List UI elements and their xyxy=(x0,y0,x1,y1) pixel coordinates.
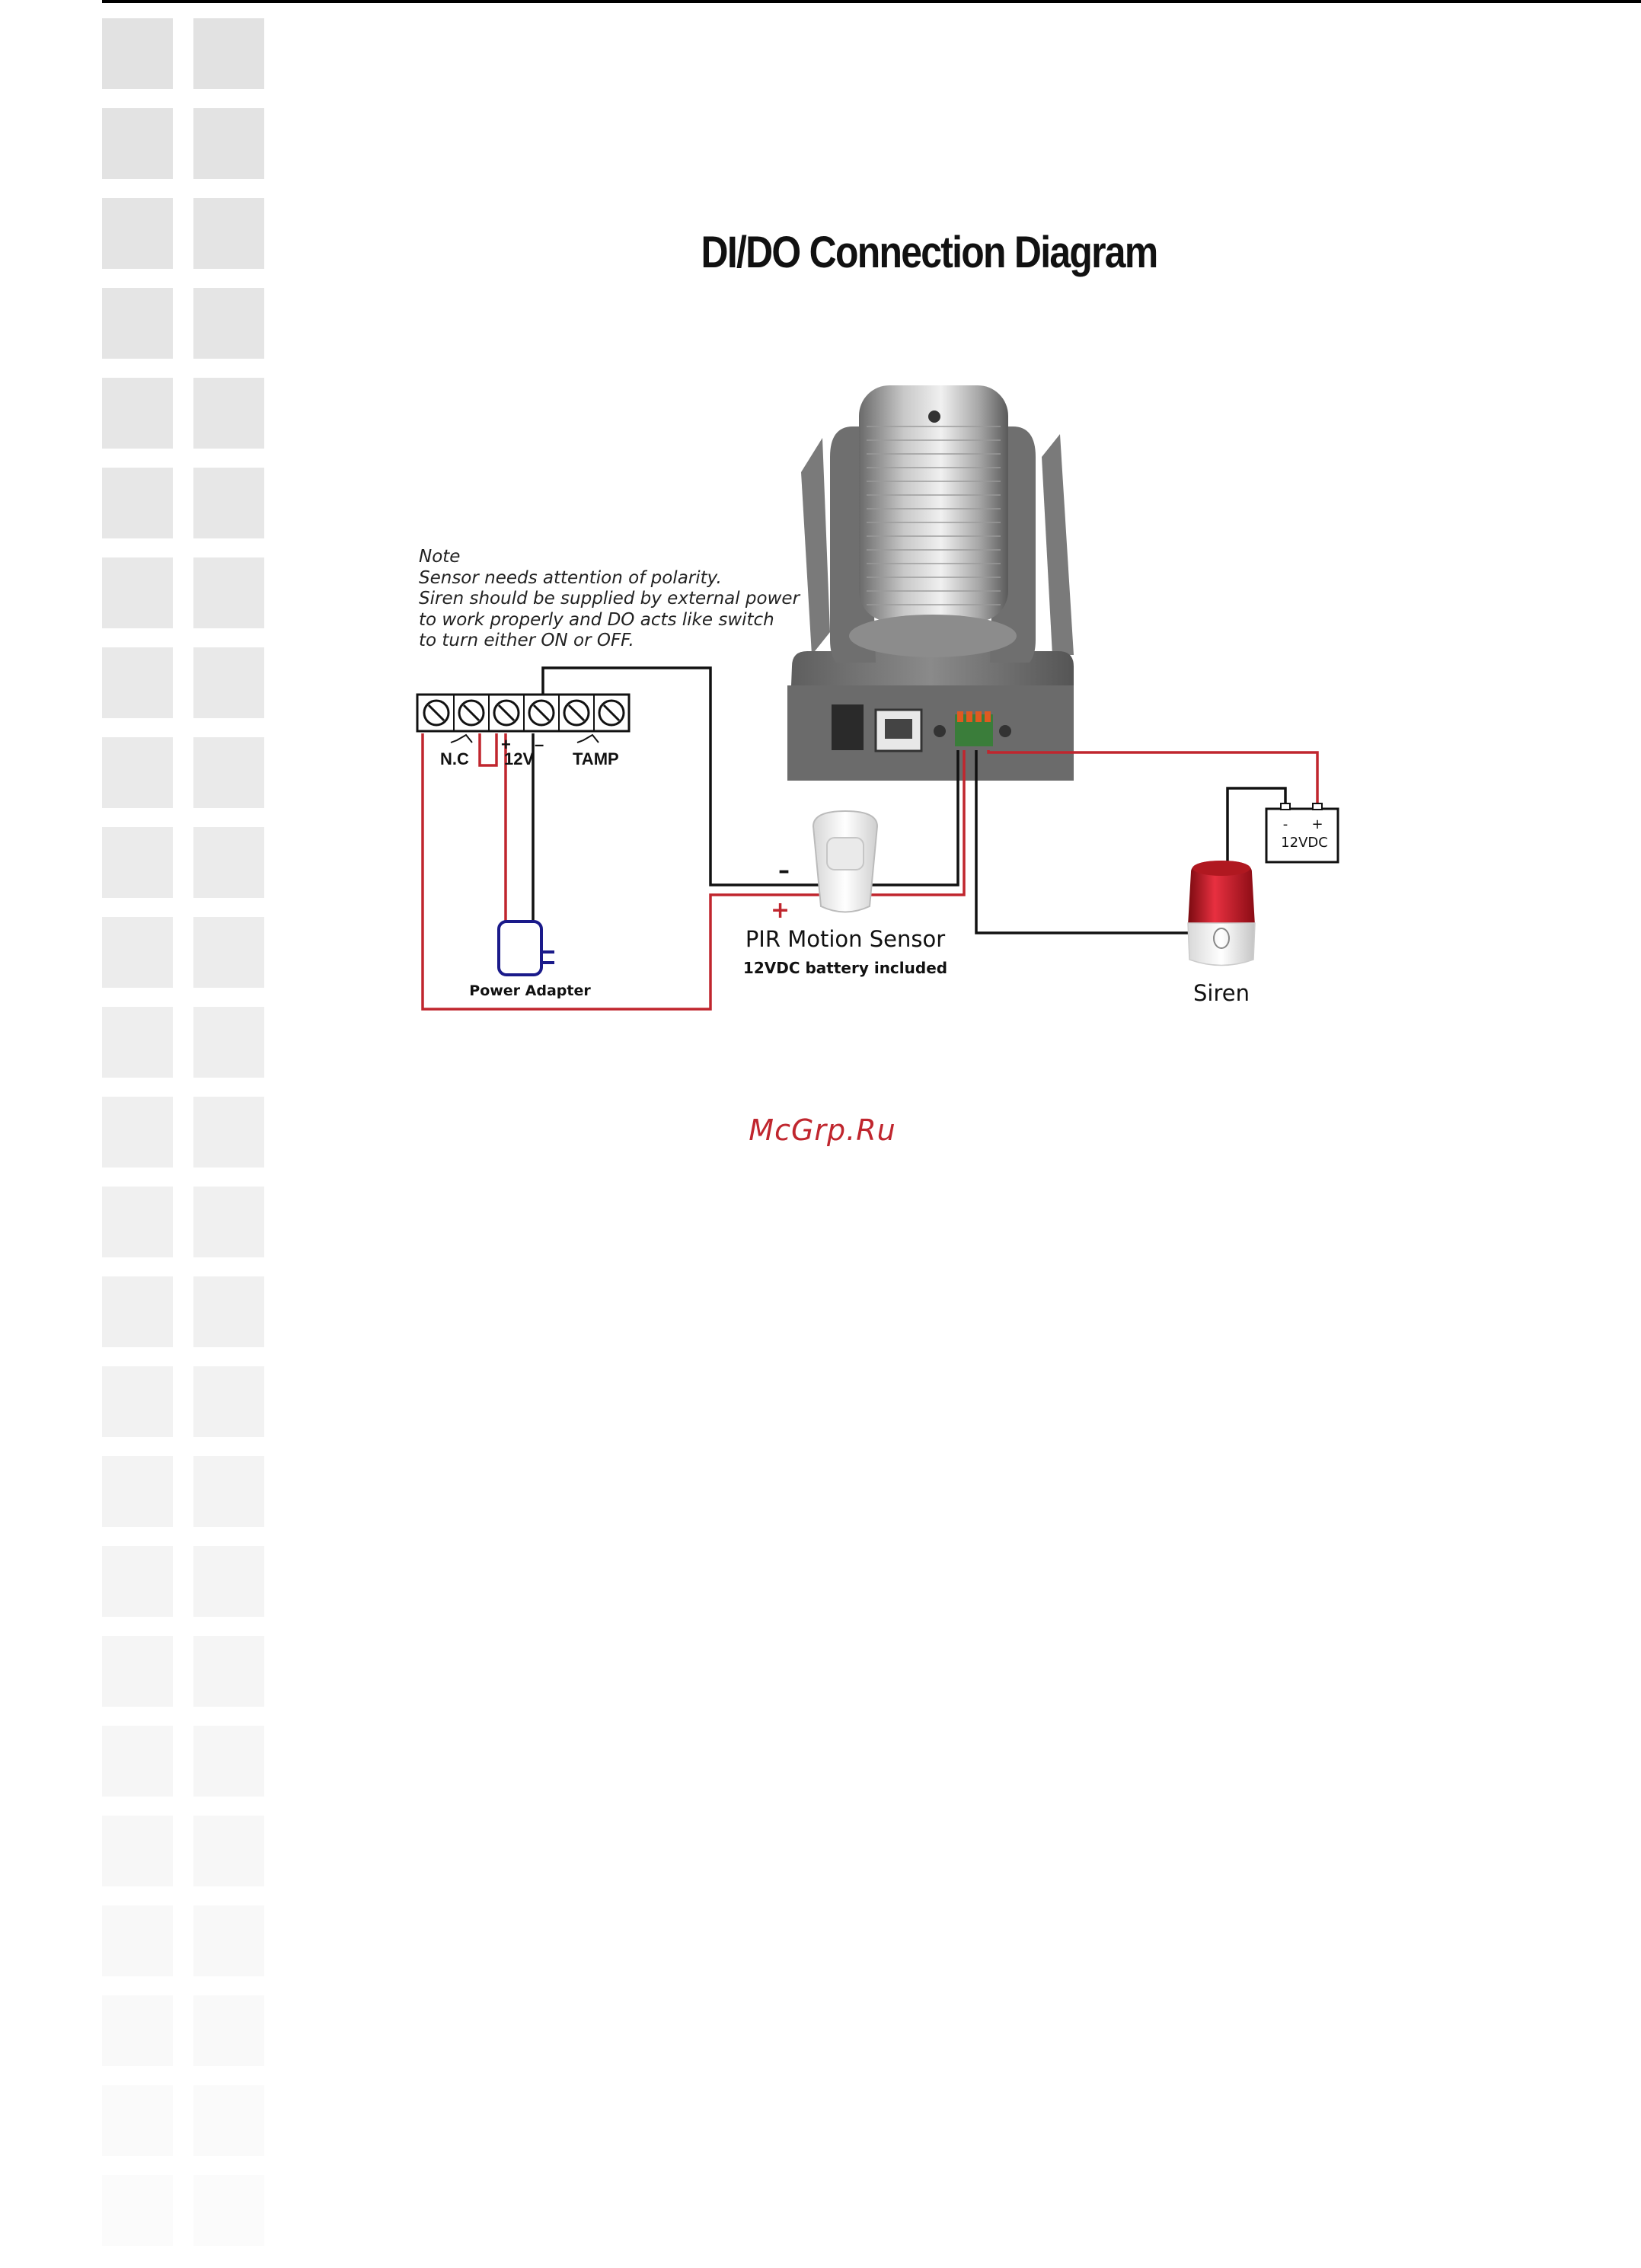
page-title: DI/DO Connection Diagram xyxy=(701,228,1157,277)
tamp-switch-symbol xyxy=(577,735,599,743)
io-pin xyxy=(966,711,972,722)
watermark-text: McGrp.Ru xyxy=(749,1113,896,1147)
battery-terminal-minus xyxy=(1281,803,1290,810)
io-pin xyxy=(957,711,963,722)
power-adapter xyxy=(469,922,591,999)
camera-power-jack xyxy=(832,704,864,750)
camera-back-panel xyxy=(787,685,1074,781)
ip-camera xyxy=(787,385,1074,781)
terminal-label-12v: 12V xyxy=(504,749,535,768)
pir-sensor-lens xyxy=(827,838,864,870)
nc-switch-symbol xyxy=(451,735,472,743)
terminal-label-plus: + xyxy=(501,735,511,754)
power-adapter-body xyxy=(499,922,541,975)
io-pin xyxy=(985,711,991,722)
terminal-label-tamp: TAMP xyxy=(573,749,619,768)
camera-audio-out-jack xyxy=(999,725,1011,737)
note-line: to work properly and DO acts like switch xyxy=(419,609,774,630)
power-adapter-label: Power Adapter xyxy=(469,982,591,999)
pir-sensor-label: PIR Motion Sensor xyxy=(745,926,946,952)
siren-label: Siren xyxy=(1193,980,1250,1006)
io-pin xyxy=(975,711,982,722)
camera-antenna-right xyxy=(1042,434,1074,655)
battery-minus-label: - xyxy=(1282,816,1288,832)
battery-label: 12VDC xyxy=(1281,835,1328,851)
pir-plus-sign: + xyxy=(771,897,790,924)
camera-ethernet-socket xyxy=(885,719,912,739)
terminal-block xyxy=(417,695,629,768)
note-line: Siren should be supplied by external power xyxy=(419,589,800,609)
siren-base xyxy=(1188,923,1255,966)
pir-minus-sign: – xyxy=(778,858,790,884)
camera-neck xyxy=(849,615,1017,657)
battery-terminal-plus xyxy=(1313,803,1322,810)
note-line: Sensor needs attention of polarity. xyxy=(419,567,722,588)
note-line: to turn either ON or OFF. xyxy=(419,631,634,650)
pir-sensor-sublabel: 12VDC battery included xyxy=(742,959,948,977)
battery-12vdc xyxy=(1266,803,1338,862)
note-line: Note xyxy=(419,547,461,567)
camera-lens-hole xyxy=(928,410,940,423)
siren xyxy=(1188,861,1255,1006)
battery-plus-label: + xyxy=(1311,816,1323,832)
siren-dome-top xyxy=(1192,861,1250,876)
terminal-label-nc: N.C xyxy=(440,749,469,768)
camera-antenna-left xyxy=(801,438,830,655)
camera-audio-jack xyxy=(934,725,946,737)
terminal-label-minus: – xyxy=(535,735,544,754)
wire-red-nc-loop xyxy=(480,733,496,765)
